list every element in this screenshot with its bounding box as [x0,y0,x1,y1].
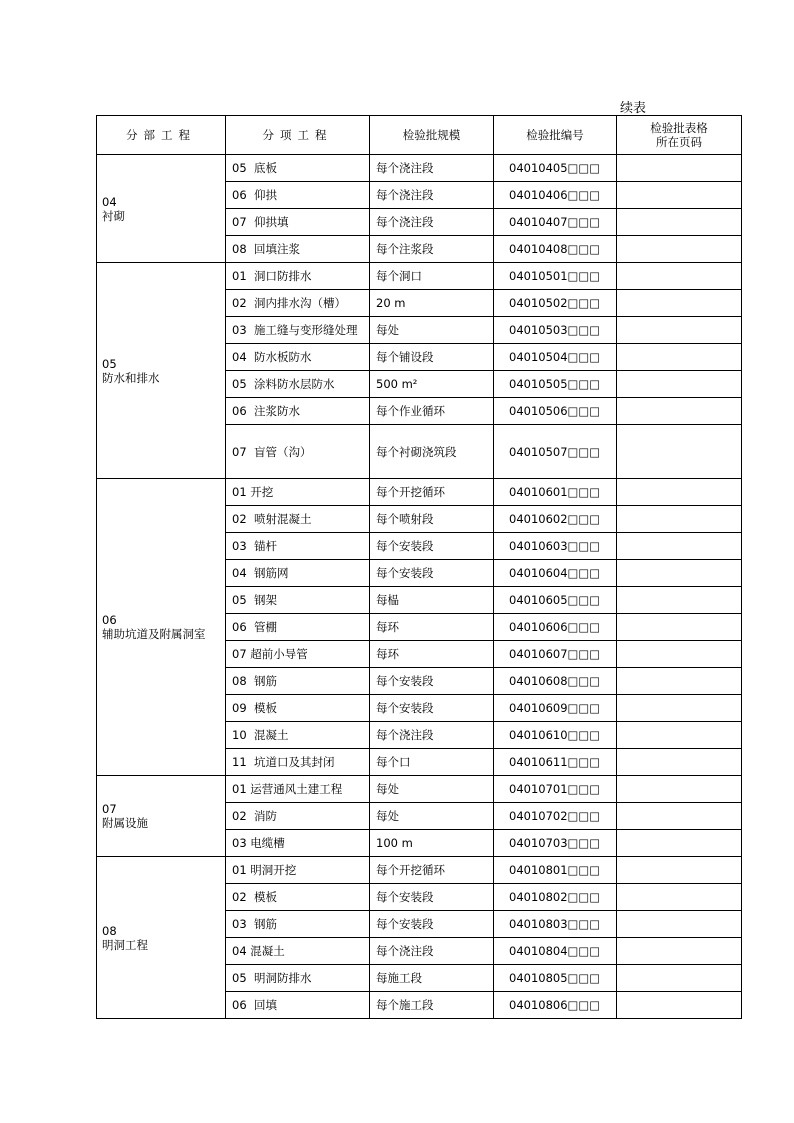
subitem-cell: 02 洞内排水沟（槽） [226,290,370,317]
code-cell: 04010507□□□ [494,425,617,479]
subitem-cell: 05 明洞防排水 [226,965,370,992]
code-cell: 04010603□□□ [494,533,617,560]
page-cell [617,641,742,668]
page-cell [617,290,742,317]
subitem-cell: 01 开挖 [226,479,370,506]
page-cell [617,344,742,371]
table-header [97,116,742,155]
code-cell: 04010502□□□ [494,290,617,317]
scale-cell: 每环 [370,614,494,641]
page-cell [617,965,742,992]
page-cell [617,776,742,803]
page-cell [617,992,742,1019]
scale-cell: 每个作业循环 [370,398,494,425]
subitem-cell: 01 明洞开挖 [226,857,370,884]
code-cell: 04010611□□□ [494,749,617,776]
subitem-cell: 04 混凝土 [226,938,370,965]
subitem-cell: 01 运营通风土建工程 [226,776,370,803]
page-cell [617,398,742,425]
page-cell [617,857,742,884]
code-cell: 04010608□□□ [494,668,617,695]
division-code: 06 [102,613,117,627]
code-cell: 04010405□□□ [494,155,617,182]
scale-cell: 每个安装段 [370,560,494,587]
continued-label: 续表 [620,101,647,116]
scale-cell: 100 m [370,830,494,857]
code-cell: 04010806□□□ [494,992,617,1019]
page-cell [617,695,742,722]
page-cell [617,668,742,695]
scale-cell: 每个安装段 [370,911,494,938]
scale-cell: 每处 [370,317,494,344]
code-cell: 04010503□□□ [494,317,617,344]
subitem-cell: 03 电缆槽 [226,830,370,857]
subitem-cell: 04 防水板防水 [226,344,370,371]
code-cell: 04010604□□□ [494,560,617,587]
scale-cell: 每处 [370,803,494,830]
division-code: 04 [102,194,117,209]
code-cell: 04010610□□□ [494,722,617,749]
header-subitem: 分项工程 [226,116,370,155]
header-code: 检验批编号 [494,116,617,155]
subitem-cell: 10 混凝土 [226,722,370,749]
division-code: 08 [102,923,117,938]
scale-cell: 20 m [370,290,494,317]
table-row [97,155,742,182]
subitem-cell: 08 钢筋 [226,668,370,695]
subitem-cell: 03 施工缝与变形缝处理 [226,317,370,344]
table-body [97,155,742,1019]
code-cell: 04010408□□□ [494,236,617,263]
subitem-cell: 03 锚杆 [226,533,370,560]
scale-cell: 每个开挖循环 [370,479,494,506]
scale-cell: 每施工段 [370,965,494,992]
page-cell [617,722,742,749]
scale-cell: 每处 [370,776,494,803]
subitem-cell: 05 涂料防水层防水 [226,371,370,398]
code-cell: 04010605□□□ [494,587,617,614]
code-cell: 04010701□□□ [494,776,617,803]
division-cell [97,776,226,857]
page-cell [617,911,742,938]
subitem-cell: 09 模板 [226,695,370,722]
scale-cell: 每个浇注段 [370,938,494,965]
subitem-cell: 05 底板 [226,155,370,182]
page-cell [617,263,742,290]
page-cell [617,479,742,506]
page-cell [617,371,742,398]
subitem-cell: 11 坑道口及其封闭 [226,749,370,776]
scale-cell: 每个注浆段 [370,236,494,263]
page-cell [617,155,742,182]
code-cell: 04010801□□□ [494,857,617,884]
code-cell: 04010805□□□ [494,965,617,992]
scale-cell: 每榀 [370,587,494,614]
scale-cell: 每个浇注段 [370,182,494,209]
page-cell [617,209,742,236]
inspection-lot-table [96,115,742,1019]
page-cell [617,803,742,830]
code-cell: 04010606□□□ [494,614,617,641]
division-name: 附属设施 [102,816,148,830]
page-cell [617,938,742,965]
subitem-cell: 02 喷射混凝土 [226,506,370,533]
code-cell: 04010702□□□ [494,803,617,830]
subitem-cell: 05 钢架 [226,587,370,614]
table-row [97,263,742,290]
header-division: 分部工程 [97,116,226,155]
scale-cell: 每个施工段 [370,992,494,1019]
code-cell: 04010407□□□ [494,209,617,236]
page-cell [617,830,742,857]
page-cell [617,425,742,479]
page-cell [617,749,742,776]
subitem-cell: 06 回填 [226,992,370,1019]
subitem-cell: 02 模板 [226,884,370,911]
subitem-cell: 01 洞口防排水 [226,263,370,290]
scale-cell: 每个洞口 [370,263,494,290]
scale-cell: 500 m² [370,371,494,398]
code-cell: 04010703□□□ [494,830,617,857]
code-cell: 04010602□□□ [494,506,617,533]
division-code: 05 [102,356,117,371]
code-cell: 04010607□□□ [494,641,617,668]
scale-cell: 每个浇注段 [370,209,494,236]
subitem-cell: 07 仰拱填 [226,209,370,236]
table-row [97,776,742,803]
page-cell [617,560,742,587]
subitem-cell: 06 仰拱 [226,182,370,209]
page-cell [617,317,742,344]
code-cell: 04010802□□□ [494,884,617,911]
page-cell [617,236,742,263]
code-cell: 04010804□□□ [494,938,617,965]
division-cell [97,479,226,776]
subitem-cell: 07 盲管（沟） [226,425,370,479]
subitem-cell: 06 注浆防水 [226,398,370,425]
table-row [97,857,742,884]
scale-cell: 每个安装段 [370,695,494,722]
page-cell [617,506,742,533]
header-page: 检验批表格所在页码 [617,116,742,155]
page-cell [617,614,742,641]
code-cell: 04010406□□□ [494,182,617,209]
scale-cell: 每个浇注段 [370,155,494,182]
code-cell: 04010803□□□ [494,911,617,938]
table-row [97,479,742,506]
subitem-cell: 07 超前小导管 [226,641,370,668]
scale-cell: 每个口 [370,749,494,776]
scale-cell: 每环 [370,641,494,668]
scale-cell: 每个安装段 [370,668,494,695]
scale-cell: 每个喷射段 [370,506,494,533]
code-cell: 04010501□□□ [494,263,617,290]
division-cell [97,857,226,1019]
scale-cell: 每个浇注段 [370,722,494,749]
division-name: 防水和排水 [102,370,160,385]
division-cell [97,263,226,479]
division-name: 明洞工程 [102,937,148,952]
code-cell: 04010505□□□ [494,371,617,398]
page-cell [617,884,742,911]
subitem-cell: 08 回填注浆 [226,236,370,263]
scale-cell: 每个安装段 [370,533,494,560]
subitem-cell: 06 管棚 [226,614,370,641]
code-cell: 04010609□□□ [494,695,617,722]
page-cell [617,182,742,209]
subitem-cell: 03 钢筋 [226,911,370,938]
division-name: 衬砌 [102,208,125,223]
code-cell: 04010601□□□ [494,479,617,506]
division-name: 辅助坑道及附属洞室 [102,627,206,641]
scale-cell: 每个铺设段 [370,344,494,371]
division-cell [97,155,226,263]
scale-cell: 每个衬砌浇筑段 [370,425,494,479]
page-cell [617,587,742,614]
header-scale: 检验批规模 [370,116,494,155]
code-cell: 04010504□□□ [494,344,617,371]
subitem-cell: 04 钢筋网 [226,560,370,587]
division-code: 07 [102,802,117,816]
scale-cell: 每个开挖循环 [370,857,494,884]
page-cell [617,533,742,560]
subitem-cell: 02 消防 [226,803,370,830]
scale-cell: 每个安装段 [370,884,494,911]
code-cell: 04010506□□□ [494,398,617,425]
